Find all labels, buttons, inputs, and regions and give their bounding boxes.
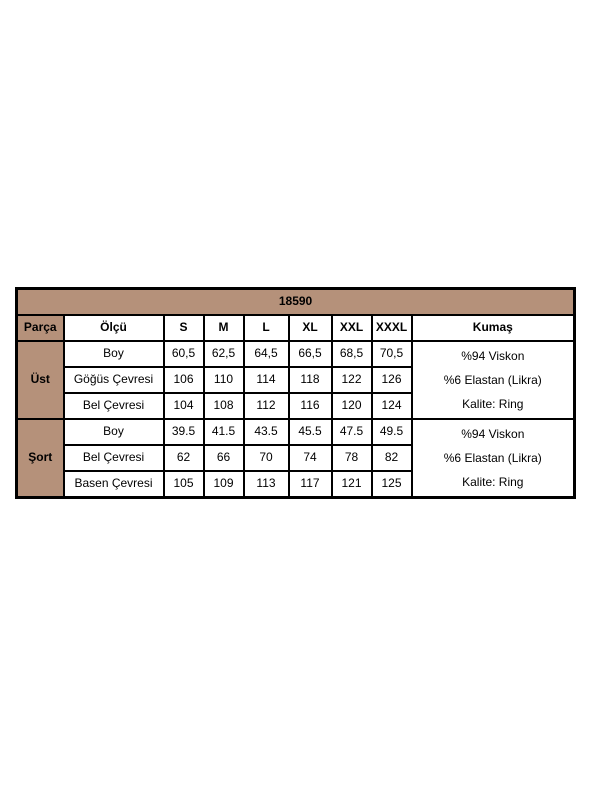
measure-value: 49.5 [372,419,412,445]
measure-value: 41.5 [204,419,244,445]
measure-label: Göğüs Çevresi [64,367,164,393]
measure-value: 106 [164,367,204,393]
table-row [17,419,575,445]
measure-value: 62,5 [204,341,244,367]
product-code: 18590 [17,289,575,316]
measure-value: 105 [164,471,204,498]
measure-value: 104 [164,393,204,419]
fabric-cell-ust [412,341,575,419]
part-cell-sort: Şort [17,419,64,498]
measure-value: 120 [332,393,372,419]
fabric-line: Kalite: Ring [462,397,524,411]
measure-value: 124 [372,393,412,419]
measure-value: 122 [332,367,372,393]
col-header-olcu: Ölçü [64,315,164,341]
col-header-xxl: XXL [332,315,372,341]
measure-value: 62 [164,445,204,471]
part-cell-ust: Üst [17,341,64,419]
measure-value: 108 [204,393,244,419]
measure-value: 110 [204,367,244,393]
measure-value: 66,5 [289,341,332,367]
col-header-xxxl: XXXL [372,315,412,341]
measure-value: 74 [289,445,332,471]
measure-value: 82 [372,445,412,471]
measure-value: 64,5 [244,341,289,367]
measure-label: Boy [64,419,164,445]
column-header-row [17,315,575,341]
measure-value: 60,5 [164,341,204,367]
col-header-xl: XL [289,315,332,341]
fabric-line: %94 Viskon [461,427,525,441]
fabric-line: %6 Elastan (Likra) [443,451,542,465]
measure-value: 113 [244,471,289,498]
col-header-m: M [204,315,244,341]
measure-value: 109 [204,471,244,498]
measure-value: 43.5 [244,419,289,445]
col-header-l: L [244,315,289,341]
fabric-line: Kalite: Ring [462,475,524,489]
measure-value: 39.5 [164,419,204,445]
measure-value: 114 [244,367,289,393]
measure-label: Basen Çevresi [64,471,164,498]
measure-label: Bel Çevresi [64,393,164,419]
measure-value: 70,5 [372,341,412,367]
fabric-line: %94 Viskon [461,349,525,363]
measure-value: 112 [244,393,289,419]
measure-value: 70 [244,445,289,471]
measure-label: Bel Çevresi [64,445,164,471]
fabric-line: %6 Elastan (Likra) [443,373,542,387]
measure-label: Boy [64,341,164,367]
measure-value: 66 [204,445,244,471]
product-code-row [17,289,575,316]
measure-value: 68,5 [332,341,372,367]
col-header-s: S [164,315,204,341]
col-header-kumas: Kumaş [412,315,575,341]
measure-value: 78 [332,445,372,471]
measure-value: 125 [372,471,412,498]
measure-value: 116 [289,393,332,419]
measure-value: 121 [332,471,372,498]
measure-value: 45.5 [289,419,332,445]
measure-value: 118 [289,367,332,393]
fabric-cell-sort [412,419,575,498]
measure-value: 126 [372,367,412,393]
table-row [17,341,575,367]
measure-value: 47.5 [332,419,372,445]
size-chart-table [15,287,576,499]
col-header-parca: Parça [17,315,64,341]
measure-value: 117 [289,471,332,498]
